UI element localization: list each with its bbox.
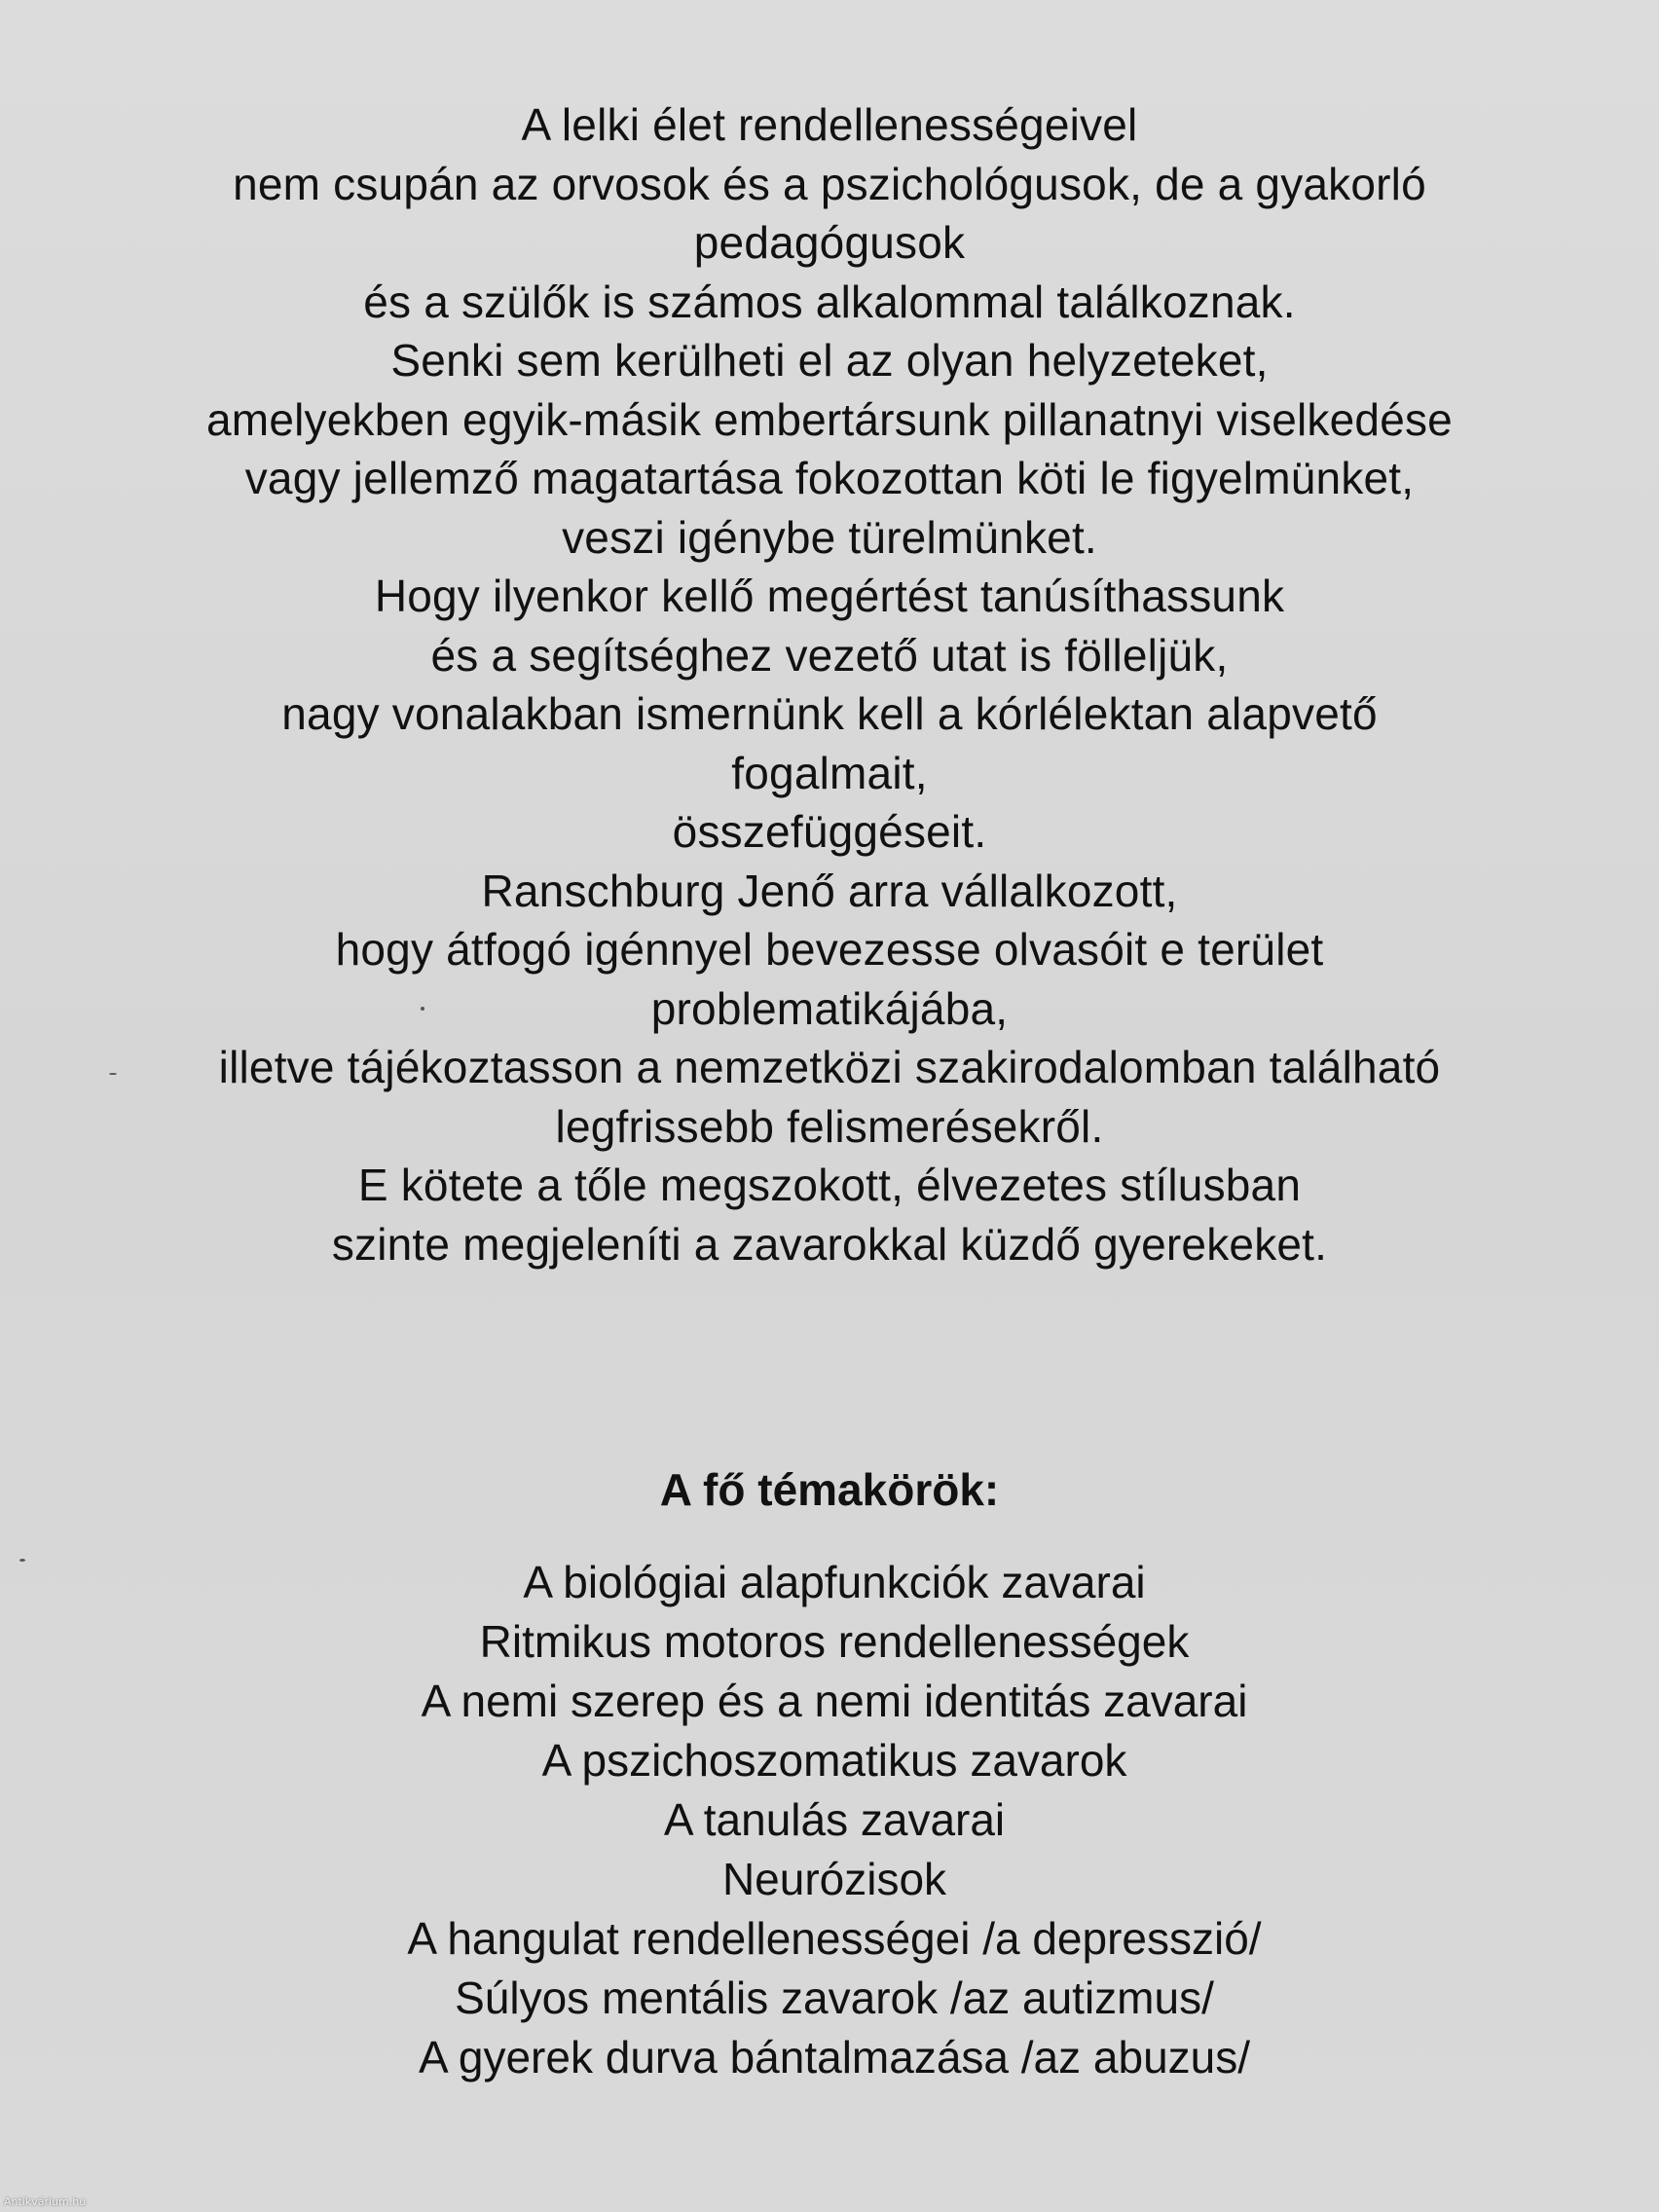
blurb-line: problematikájába, xyxy=(650,982,1009,1034)
topic-item: Neurózisok xyxy=(721,1854,947,1904)
blurb-line: összefüggéseit. xyxy=(672,806,987,857)
blurb-line: fogalmait, xyxy=(731,747,928,798)
blurb-line: és a szülők is számos alkalommal találkoznak. xyxy=(363,276,1296,327)
topic-item: Súlyos mentális zavarok /az autizmus/ xyxy=(455,1972,1214,2023)
dust-speck xyxy=(109,1073,117,1075)
blurb-line: Hogy ilyenkor kellő megértést tanúsíthassunk xyxy=(374,571,1285,621)
topic-item: A gyerek durva bántalmazása /az abuzus/ xyxy=(418,2032,1251,2083)
topic-item: A hangulat rendellenességei /a depresszió/ xyxy=(407,1913,1262,1964)
topic-item: Ritmikus motoros rendellenességek xyxy=(479,1616,1190,1667)
blurb-text xyxy=(39,95,1620,1273)
blurb-line: vagy jellemző magatartása fokozottan köti le figyelmünket, xyxy=(244,453,1415,503)
blurb-line: veszi igénybe türelmünket. xyxy=(562,511,1097,563)
dust-speck xyxy=(19,1559,25,1562)
blurb-line: pedagógusok xyxy=(693,217,966,268)
blurb-line: szinte megjeleníti a zavarokkal küzdő gyerekeket. xyxy=(331,1218,1328,1270)
blurb-line: Senki sem kerülheti el az olyan helyzeteket, xyxy=(390,335,1269,386)
watermark: Antikvárium.hu xyxy=(4,2195,87,2208)
topics-heading: A fő témakörök: xyxy=(659,1464,1000,1515)
topic-item: A pszichoszomatikus zavarok xyxy=(541,1735,1127,1786)
topic-item: A biológiai alapfunkciók zavarai xyxy=(523,1557,1146,1607)
blurb-line: amelyekben egyik-másik embertársunk pillanatnyi viselkedése xyxy=(206,393,1453,445)
topics-list xyxy=(0,1553,1659,2087)
blurb-line: Ranschburg Jenő arra vállalkozott, xyxy=(481,865,1178,916)
topic-item: A tanulás zavarai xyxy=(663,1794,1006,1845)
blurb-line: hogy átfogó igénnyel bevezesse olvasóit e terület xyxy=(335,924,1324,975)
blurb-line: legfrissebb felismerésekről. xyxy=(555,1100,1104,1152)
dust-speck xyxy=(421,1007,424,1011)
blurb-line: és a segítséghez vezető utat is fölleljük, xyxy=(430,629,1229,681)
blurb-line: A lelki élet rendellenességeivel xyxy=(521,99,1138,150)
blurb-line: E kötete a tőle megszokott, élvezetes stílusban xyxy=(357,1160,1302,1210)
blurb-line: illetve tájékoztasson a nemzetközi szakirodalomban található xyxy=(218,1042,1441,1092)
topic-item: A nemi szerep és a nemi identitás zavarai xyxy=(421,1676,1248,1726)
blurb-line: nagy vonalakban ismernünk kell a kórlélektan alapvető xyxy=(281,688,1378,739)
blurb-line: nem csupán az orvosok és a pszichológusok, de a gyakorló xyxy=(233,158,1426,209)
